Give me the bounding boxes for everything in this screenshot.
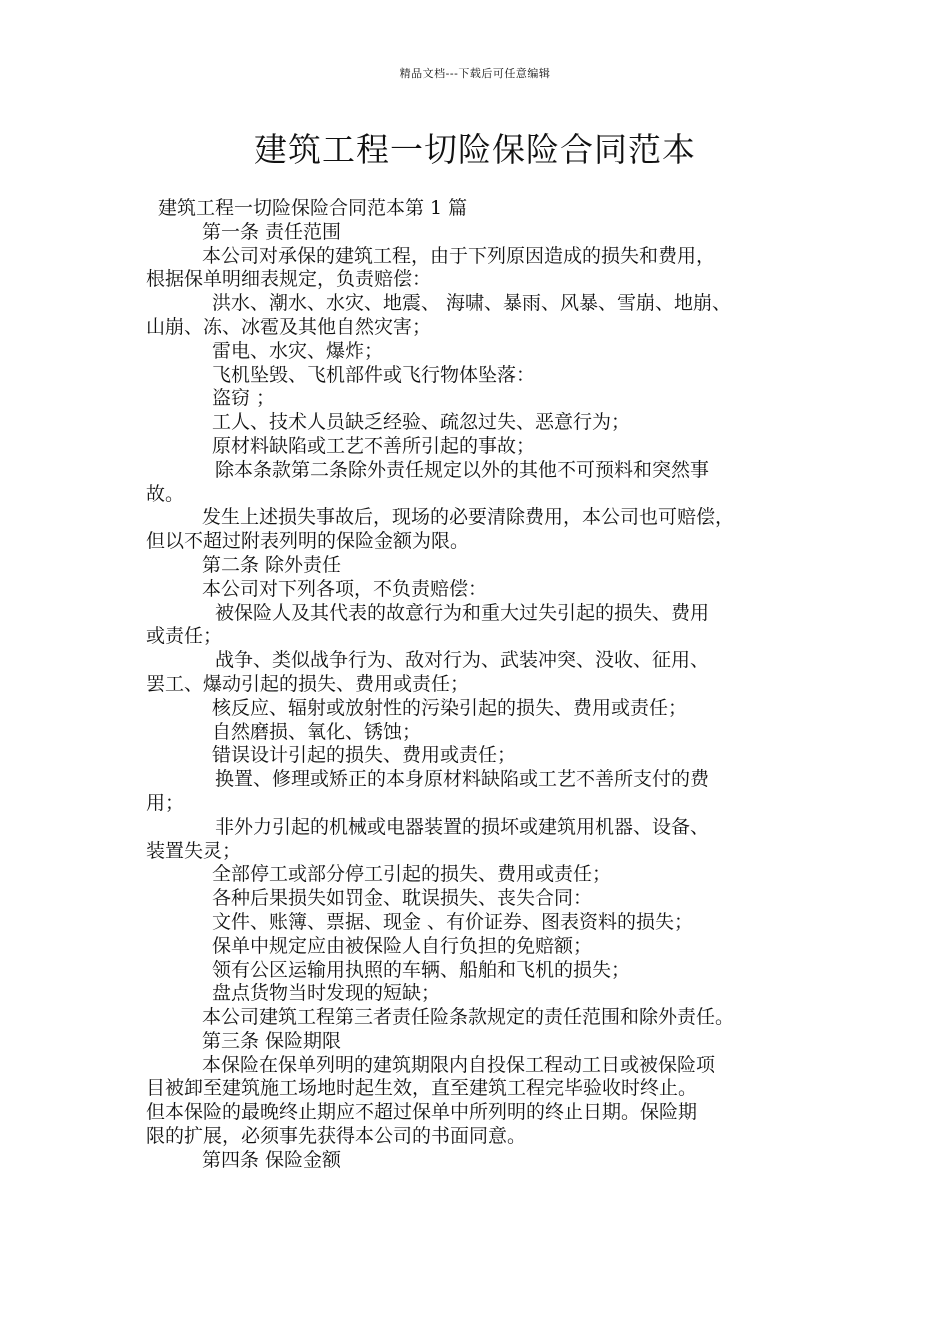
body-line: 目被卸至建筑施工场地时起生效，直至建筑工程完毕验收时终止。: [146, 1077, 698, 1100]
body-line: 山崩、冻、冰雹及其他自然灾害；: [146, 315, 432, 338]
body-line: 文件、账簿、票据、现金 、有价证券、图表资料的损失；: [212, 910, 694, 933]
body-line: 各种后果损失如罚金、耽误损失、丧失合同：: [212, 887, 593, 910]
body-line: 但以不超过附表列明的保险金额为限。: [146, 530, 470, 553]
body-line: 战争、类似战争行为、敌对行为、武装冲突、没收、征用、: [215, 649, 710, 672]
body-line: 但本保险的最晚终止期应不超过保单中所列明的终止日期。保险期: [146, 1101, 698, 1124]
body-line: 非外力引起的机械或电器装置的损坏或建筑用机器、设备、: [215, 815, 710, 838]
body-line: 第二条 除外责任: [202, 553, 342, 576]
body-line: 错误设计引起的损失、费用或责任；: [212, 744, 517, 767]
body-line: 本公司建筑工程第三者责任险条款规定的责任范围和除外责任。: [202, 1006, 735, 1029]
body-line: 第三条 保险期限: [202, 1029, 342, 1052]
body-line: 建筑工程一切险保险合同范本第 1 篇: [158, 197, 468, 219]
body-line: 核反应、辐射或放射性的污染引起的损失、费用或责任；: [212, 696, 688, 719]
document-title: 建筑工程一切险保险合同范本: [254, 130, 696, 169]
body-line: 本保险在保单列明的建筑期限内自投保工程动工日或被保险项: [202, 1053, 716, 1076]
body-line: 自然磨损、氧化、锈蚀；: [212, 720, 422, 743]
body-line: 盘点货物当时发现的短缺；: [212, 982, 441, 1005]
body-line: 用；: [146, 791, 185, 814]
body-line: 根据保单明细表规定，负责赔偿：: [146, 268, 432, 291]
body-line: 或责任；: [146, 625, 223, 648]
body-line: 本公司对承保的建筑工程，由于下列原因造成的损失和费用，: [202, 244, 716, 267]
document-body: [146, 197, 820, 1173]
body-line: 工人、技术人员缺乏经验、疏忽过失、恶意行为；: [212, 411, 631, 434]
body-line: 装置失灵；: [146, 839, 242, 862]
body-line: 被保险人及其代表的故意行为和重大过失引起的损失、费用: [215, 601, 710, 624]
page-header-note: 精品文档---下载后可任意编辑: [399, 67, 551, 80]
body-line: 本公司对下列各项，不负责赔偿：: [202, 577, 488, 600]
body-line: 盗窃 ；: [212, 387, 276, 410]
body-line: 第一条 责任范围: [202, 220, 342, 243]
body-line: 发生上述损失事故后，现场的必要清除费用，本公司也可赔偿，: [202, 506, 735, 529]
body-line: 飞机坠毁、飞机部件或飞行物体坠落：: [212, 363, 536, 386]
body-line: 限的扩展，必须事先获得本公司的书面同意。: [146, 1125, 527, 1148]
body-line: 全部停工或部分停工引起的损失、费用或责任；: [212, 863, 612, 886]
body-line: 雷电、水灾、爆炸；: [212, 339, 384, 362]
body-line: 罢工、爆动引起的损失、费用或责任；: [146, 672, 470, 695]
body-line: 第四条 保险金额: [202, 1148, 342, 1171]
body-line: 领有公区运输用执照的车辆、船舶和飞机的损失；: [212, 958, 631, 981]
body-line: 除本条款第二条除外责任规定以外的其他不可预料和突然事: [215, 458, 710, 481]
body-line: 故。: [146, 482, 185, 505]
body-line: 洪水、潮水、水灾、地震、 海啸、暴雨、风暴、雪崩、地崩、: [212, 292, 732, 315]
body-line: 换置、修理或矫正的本身原材料缺陷或工艺不善所支付的费: [215, 768, 710, 791]
body-line: 保单中规定应由被保险人自行负担的免赔额；: [212, 934, 593, 957]
body-line: 原材料缺陷或工艺不善所引起的事故；: [212, 434, 536, 457]
